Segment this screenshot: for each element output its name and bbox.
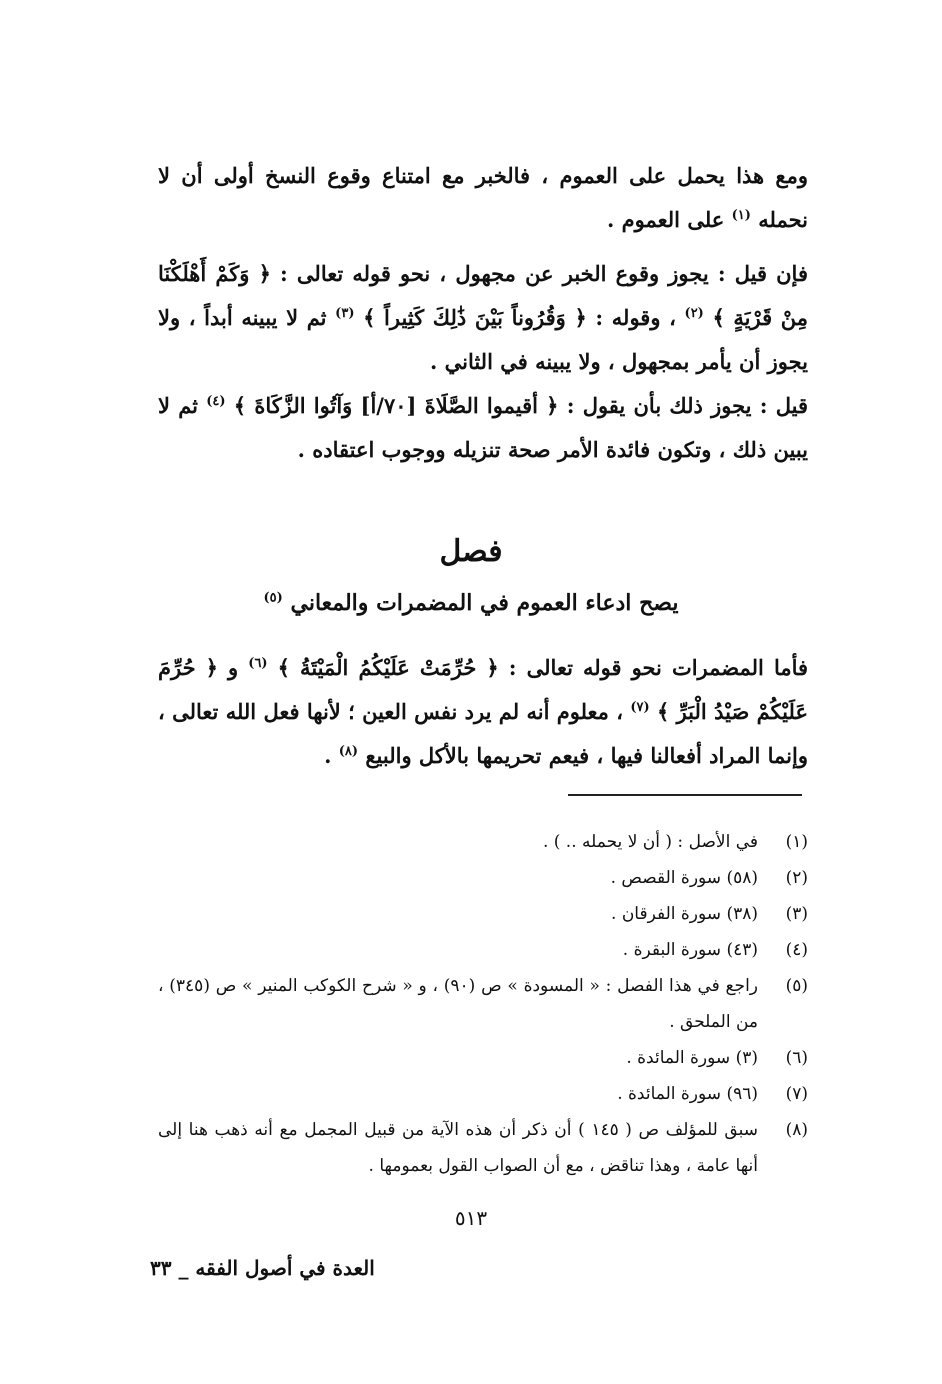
footnote-number: (٨) (785, 1120, 808, 1140)
footnote-ref-3: (٣) (335, 306, 355, 321)
footnote-number: (١) (785, 832, 808, 852)
footnote-item (158, 1112, 808, 1184)
footnote-text: (٥٨) سورة القصص . (610, 868, 758, 888)
footnote-item (158, 932, 808, 968)
footnote-item (158, 1040, 808, 1076)
footnote-ref-8: (٨) (338, 744, 359, 759)
footnote-number: (٥) (785, 976, 808, 996)
footnote-number: (٢) (785, 868, 808, 888)
footnote-divider (568, 794, 802, 796)
paragraph-4-end: . (324, 743, 332, 768)
paragraph-2-text: فإن قيل : يجوز وقوع الخبر عن مجهول ، نحو قوله تعالى : ﴿ وَكَمْ أَهْلَكْنَا مِنْ قَرْيَةٍ ﴾ (158, 261, 809, 330)
footnote-ref-1: (١) (731, 208, 751, 223)
footnote-number: (٤) (785, 940, 808, 960)
paragraph-2 (158, 252, 808, 384)
running-footer: العدة في أصول الفقه _ ٣٣ (150, 1256, 375, 1280)
page-number: ٥١٣ (454, 1206, 488, 1230)
footnote-number: (٣) (785, 904, 808, 924)
footnote-text: (٣) سورة المائدة . (626, 1048, 758, 1068)
paragraph-3-tail: ثم لا يبين ذلك ، وتكون فائدة الأمر صحة تنزيله ووجوب اعتقاده . (158, 393, 808, 462)
footnote-text: (٤٣) سورة البقرة . (622, 940, 758, 960)
footnote-item (158, 968, 808, 1040)
paragraph-1-text: ومع هذا يحمل على العموم ، فالخبر مع امتناع وقوع النسخ أولى أن لا نحمله (158, 163, 808, 232)
footnote-text: (٩٦) سورة المائدة . (617, 1084, 758, 1104)
footnote-text: في الأصل : ( أن لا يحمله .. ) . (542, 832, 758, 852)
footnote-text: (٣٨) سورة الفرقان . (611, 904, 758, 924)
footnote-item (158, 1076, 808, 1112)
footnote-number: (٧) (785, 1084, 808, 1104)
paragraph-4-tail: ، معلوم أنه لم يرد نفس العين ؛ لأنها فعل الله تعالى ، وإنما المراد أفعالنا فيها ، فيعم تحريمها بالأكل والبيع (158, 699, 808, 768)
footnote-number: (٦) (785, 1048, 808, 1068)
footnote-ref-2: (٢) (684, 306, 704, 321)
footnote-ref-5: (٥) (263, 590, 283, 606)
footnote-ref-6: (٦) (248, 656, 268, 671)
section-subheading-text: يصح ادعاء العموم في المضمرات والمعاني (290, 590, 679, 616)
paragraph-1-tail: على العموم . (607, 207, 725, 232)
footnote-text: سبق للمؤلف ص ( ١٤٥ ) أن ذكر أن هذه الآية من قبيل المجمل مع أنه ذهب هنا إلى أنها عامة ، وهذا تناقض ، مع أن الصواب القول بعمومها . (158, 1120, 758, 1176)
paragraph-3 (158, 384, 808, 472)
section-subheading (0, 590, 942, 616)
footnotes-list (158, 824, 808, 1184)
paragraph-2-tail: ثم لا يبينه أبداً ، ولا يجوز أن يأمر بمجهول ، ولا يبينه في الثاني . (158, 305, 808, 374)
footnote-ref-4: (٤) (206, 394, 226, 409)
paragraph-4-middle: و ﴿ حُرِّمَ عَلَيْكُمْ صَيْدُ الْبَرِّ ﴾ (158, 655, 808, 724)
section-heading: فصل (439, 534, 503, 569)
footnote-item (158, 860, 808, 896)
footnote-ref-7: (٧) (630, 700, 650, 715)
footnote-item (158, 896, 808, 932)
paragraph-4 (158, 646, 808, 778)
paragraph-1 (158, 154, 808, 242)
paragraph-4-text: فأما المضمرات نحو قوله تعالى : ﴿ حُرِّمَتْ عَلَيْكُمُ الْمَيْتَةُ ﴾ (277, 655, 809, 680)
paragraph-3-text: قيل : يجوز ذلك بأن يقول : ﴿ أقيموا الصَّلَاةَ [٧٠/أ] وَآتُوا الزَّكَاةَ ﴾ (233, 393, 808, 418)
footnote-text: راجع في هذا الفصل : « المسودة » ص (٩٠) ، و « شرح الكوكب المنير » ص (٣٤٥) ، من الملحق . (158, 976, 759, 1032)
footnote-item (158, 824, 808, 860)
paragraph-2-middle: ، وقوله : ﴿ وَقُرُوناً بَيْنَ ذَٰلِكَ كَثِيراً ﴾ (363, 305, 676, 330)
